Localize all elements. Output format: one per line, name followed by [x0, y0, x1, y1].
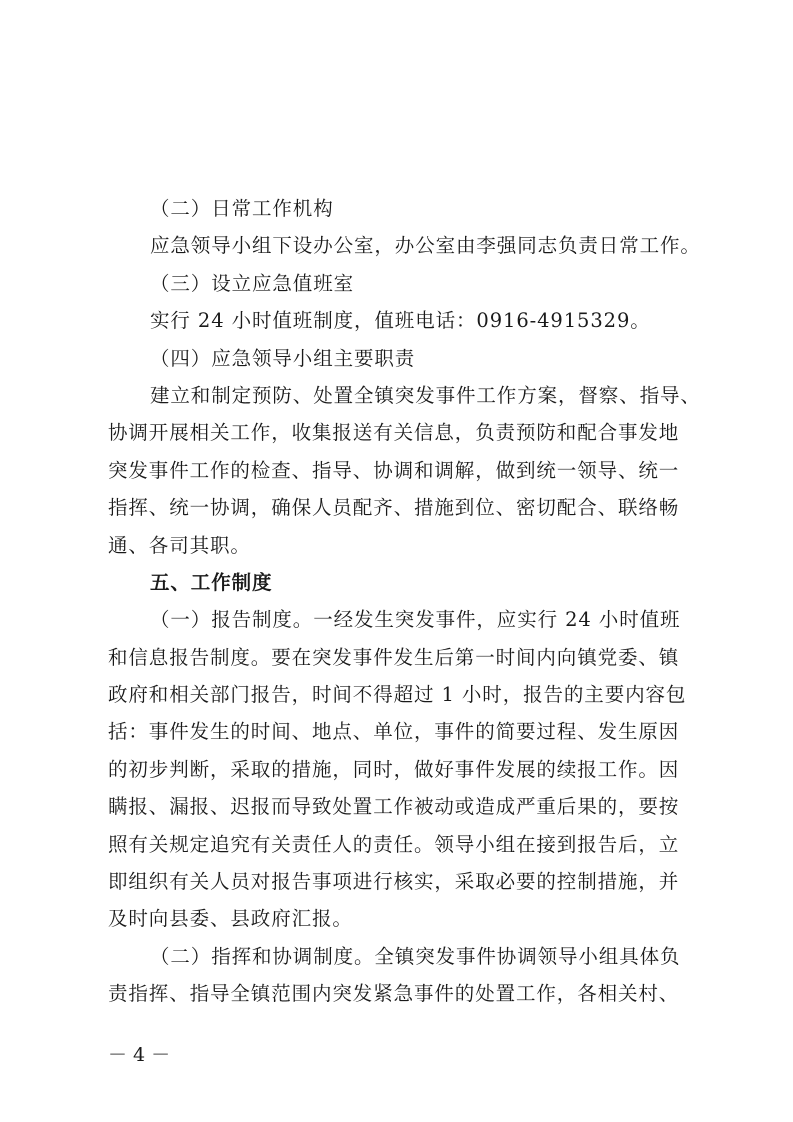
paragraph-line: 括：事件发生的时间、地点、单位，事件的简要过程、发生原因	[108, 720, 680, 744]
paragraph-line: 瞒报、漏报、迟报而导致处置工作被动或造成严重后果的，要按	[108, 795, 680, 819]
page-number: － 4 －	[108, 1044, 171, 1066]
paragraph-line: 即组织有关人员对报告事项进行核实，采取必要的控制措施，并	[108, 870, 680, 894]
paragraph-line: 通、各司其职。	[108, 533, 251, 557]
paragraph-line: 应急领导小组下设办公室，办公室由李强同志负责日常工作。	[150, 234, 701, 258]
paragraph-line: （一）报告制度。一经发生突发事件，应实行 24 小时值班	[150, 608, 681, 632]
paragraph-line: 的初步判断，采取的措施，同时，做好事件发展的续报工作。因	[108, 757, 680, 781]
section-heading-work-system: 五、工作制度	[150, 570, 273, 594]
paragraph-line: 建立和制定预防、处置全镇突发事件工作方案，督察、指导、	[150, 383, 701, 407]
paragraph-line: 责指挥、指导全镇范围内突发紧急事件的处置工作，各相关村、	[108, 982, 680, 1006]
document-body	[108, 190, 708, 1013]
subheading-duty-room: （三）设立应急值班室	[150, 271, 355, 295]
paragraph-line: 实行 24 小时值班制度，值班电话：0916-4915329。	[150, 309, 651, 333]
paragraph-line: 和信息报告制度。要在突发事件发生后第一时间内向镇党委、镇	[108, 645, 680, 669]
paragraph-line: （二）指挥和协调制度。全镇突发事件协调领导小组具体负	[150, 944, 681, 968]
paragraph-line: 政府和相关部门报告，时间不得超过 1 小时，报告的主要内容包	[108, 683, 687, 707]
paragraph-line: 突发事件工作的检查、指导、协调和调解，做到统一领导、统一	[108, 458, 680, 482]
subheading-daily-work-agency: （二）日常工作机构	[150, 197, 334, 220]
paragraph-line: 照有关规定追究有关责任人的责任。领导小组在接到报告后，立	[108, 832, 680, 856]
paragraph-line: 及时向县委、县政府汇报。	[108, 907, 353, 931]
paragraph-line: 指挥、统一协调，确保人员配齐、措施到位、密切配合、联络畅	[108, 496, 680, 520]
paragraph-line: 协调开展相关工作，收集报送有关信息，负责预防和配合事发地	[108, 421, 680, 445]
subheading-leadership-duties: （四）应急领导小组主要职责	[150, 346, 416, 370]
